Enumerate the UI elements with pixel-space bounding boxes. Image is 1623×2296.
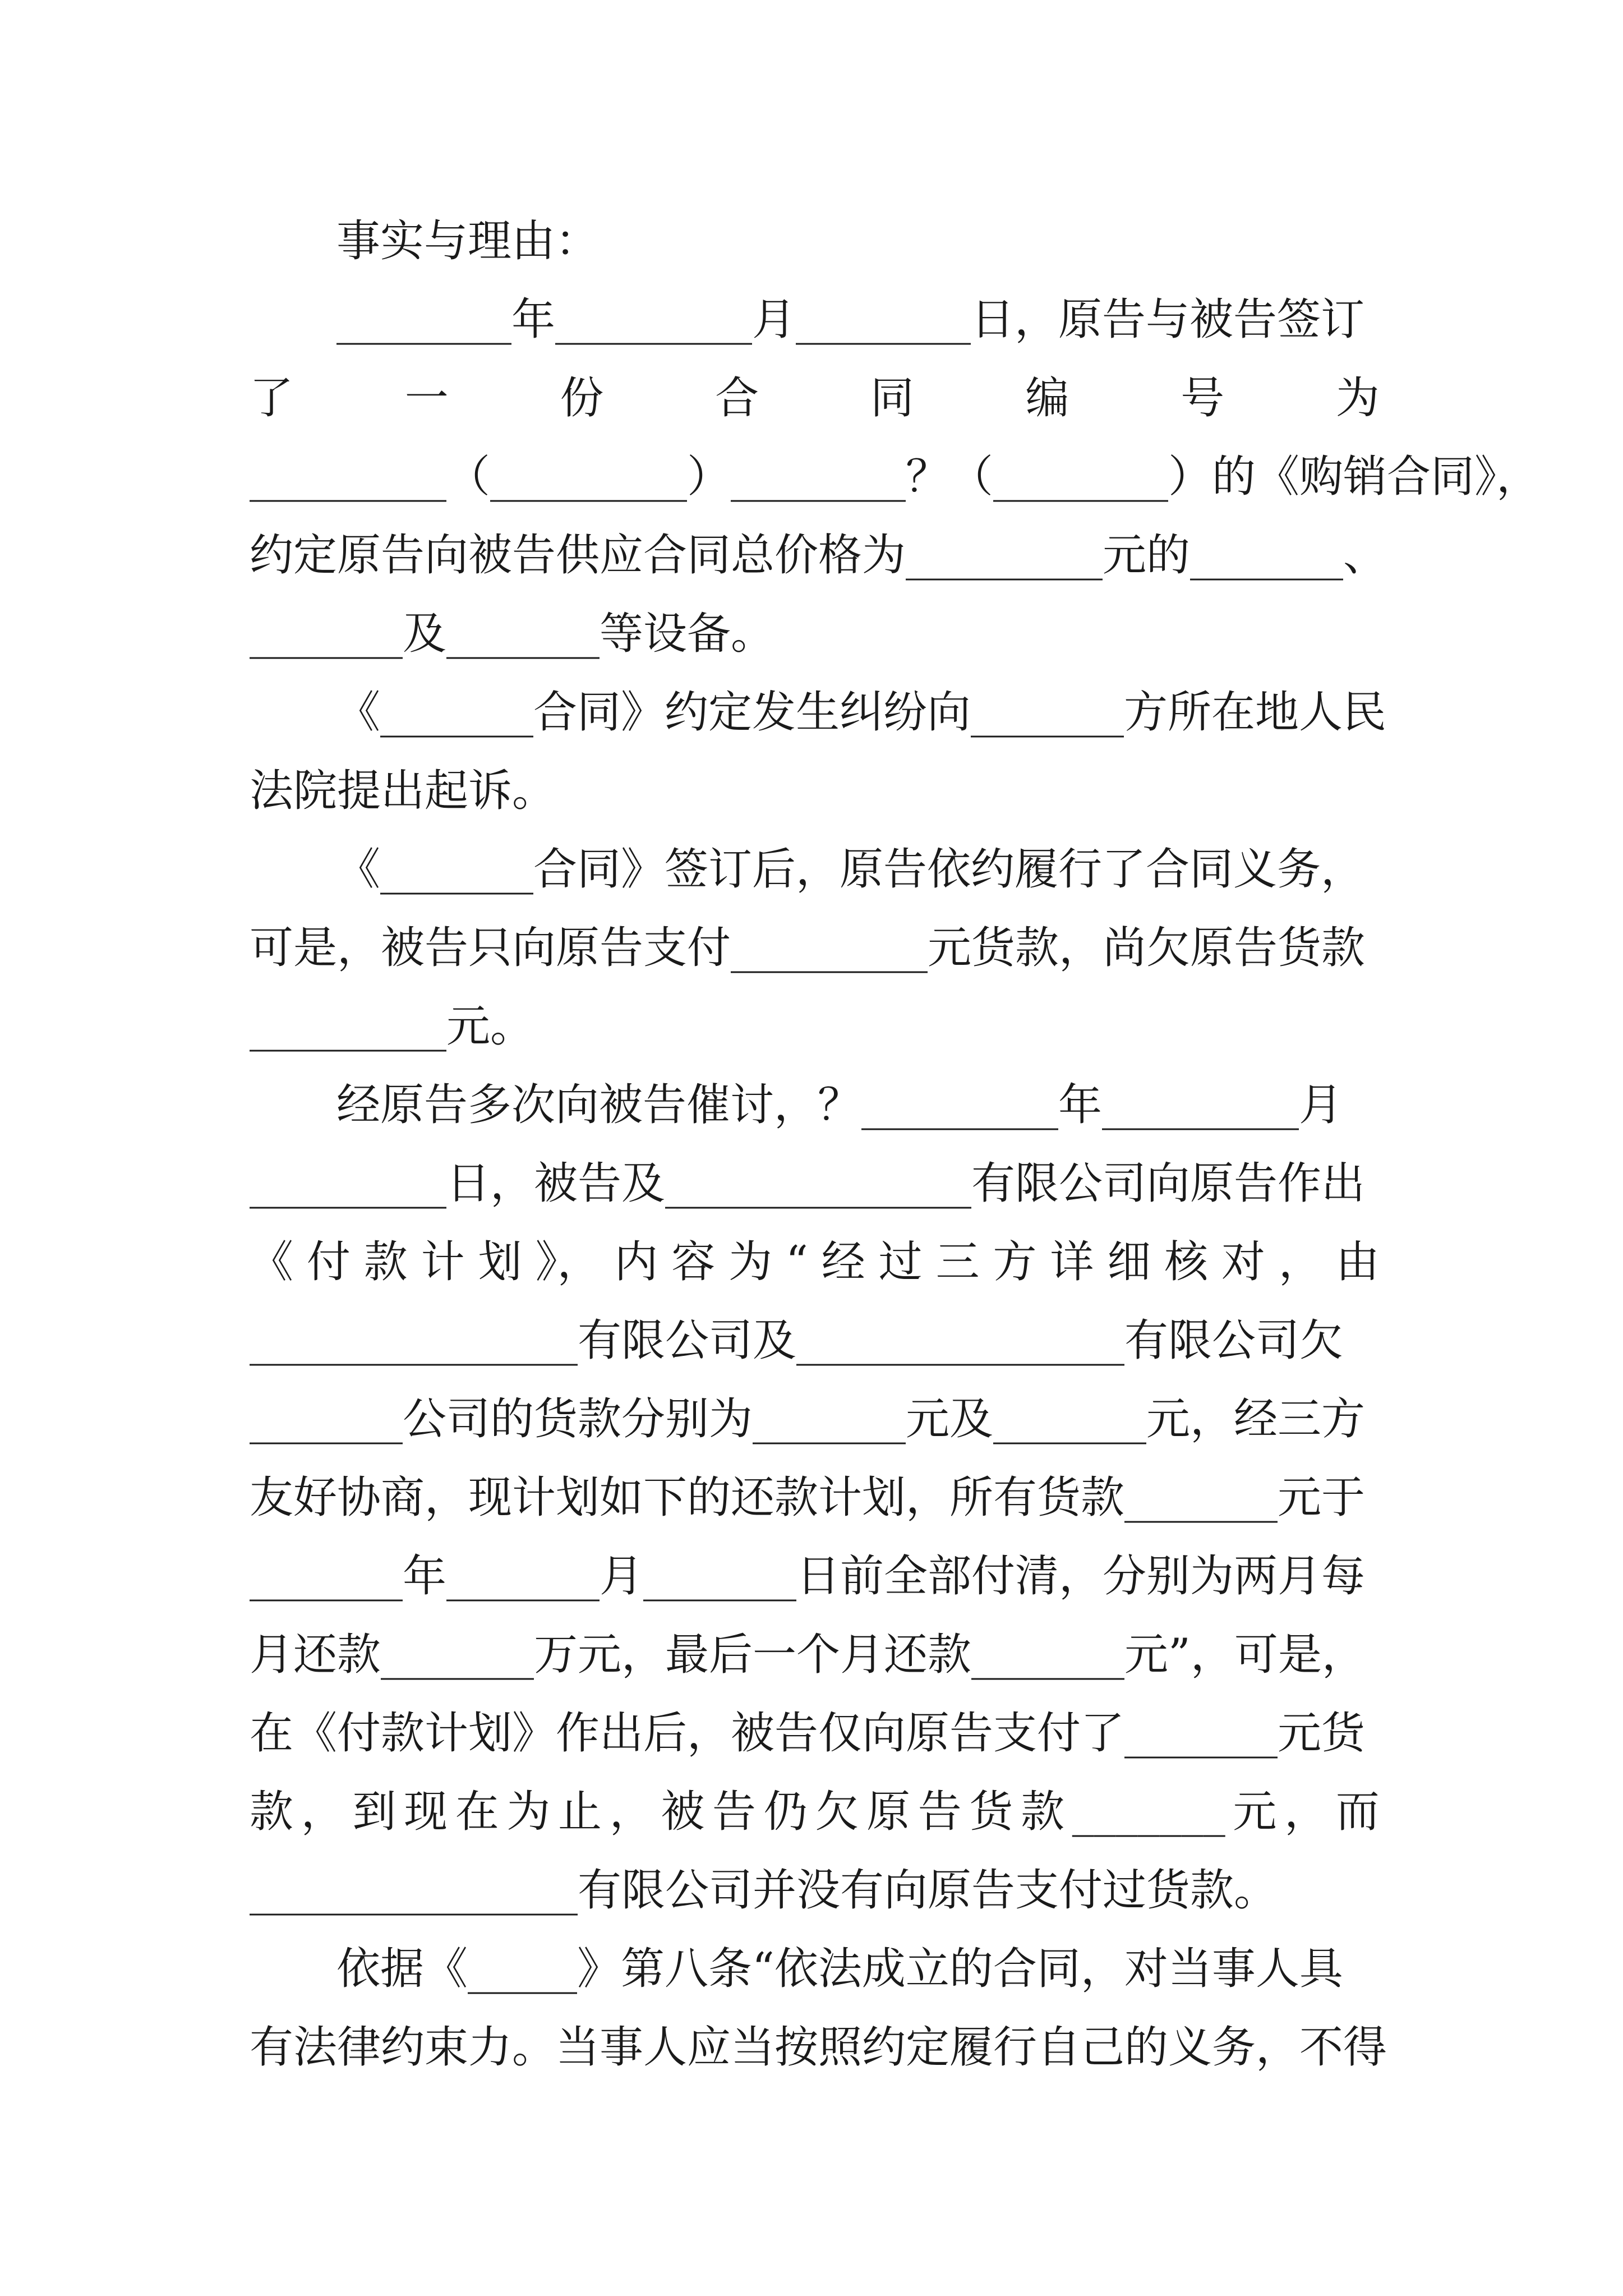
char: 内 [614, 1237, 658, 1287]
char: 款 [363, 1237, 408, 1287]
paragraph-line: 可是，被告只向原告支付_________元货款，尚欠原告货款 [250, 923, 1366, 973]
paragraph-line-justified [250, 359, 1380, 438]
char: 现 [404, 1787, 448, 1837]
char: 》， [535, 1237, 601, 1287]
char: 由 [1335, 1237, 1380, 1287]
paragraph-line-justified [250, 1773, 1380, 1851]
char: 告 [712, 1787, 757, 1837]
char: ， [1278, 1237, 1322, 1287]
paragraph-line: 《_______合同》签订后，原告依约履行了合同义务， [336, 844, 1365, 895]
paragraph-line: _________元。 [250, 1001, 534, 1052]
paragraph-line-justified [250, 1223, 1380, 1301]
char: 编 [1025, 373, 1069, 424]
char: 货 [969, 1787, 1013, 1837]
char: 份 [560, 373, 604, 424]
paragraph-line: _______________有限公司及_______________有限公司欠 [250, 1315, 1344, 1366]
char: 容 [671, 1237, 716, 1287]
char: ， [1284, 1787, 1329, 1837]
char: 为 [1335, 373, 1380, 424]
char: 详 [1050, 1237, 1094, 1287]
paragraph-line: 约定原告向被告供应合同总价格为_________元的_______、 [250, 530, 1387, 581]
char: 方 [993, 1237, 1037, 1287]
paragraph-line: 友好协商，现计划如下的还款计划，所有货款_______元于 [250, 1473, 1366, 1523]
char: 为 [728, 1237, 773, 1287]
char: 仍 [763, 1787, 808, 1837]
paragraph-line: 月还款_______万元，最后一个月还款_______元”，可是， [250, 1630, 1366, 1680]
char: 细 [1107, 1237, 1151, 1287]
char: 付 [306, 1237, 351, 1287]
char: 了 [250, 373, 294, 424]
paragraph-line: 在《付款计划》作出后，被告仅向原告支付了_______元货 [250, 1708, 1366, 1759]
char: 而 [1335, 1787, 1380, 1837]
char: 在 [455, 1787, 499, 1837]
char: “ [786, 1237, 808, 1287]
char: ， [301, 1787, 345, 1837]
char: 款 [1021, 1787, 1065, 1837]
char: 号 [1181, 373, 1225, 424]
char: 三 [935, 1237, 980, 1287]
section-heading-facts-and-reasons: 事实与理由： [336, 216, 600, 266]
char: 止 [558, 1787, 602, 1837]
char: 元 [1233, 1787, 1277, 1837]
char: 一 [404, 373, 449, 424]
char: ， [609, 1787, 653, 1837]
paragraph-line: _______及_______等设备。 [250, 609, 775, 659]
char: 到 [352, 1787, 396, 1837]
char: 对 [1221, 1237, 1266, 1287]
blank: _______ [1072, 1787, 1225, 1837]
char: 合 [715, 373, 759, 424]
paragraph-line: _______________有限公司并没有向原告支付过货款。 [250, 1865, 1278, 1916]
paragraph-line: ________年_________月________日，原告与被告签订 [336, 295, 1365, 345]
char: 计 [421, 1237, 465, 1287]
paragraph-line: 经原告多次向被告催讨，？_________年_________月 [336, 1080, 1343, 1130]
char: 同 [870, 373, 914, 424]
char: 划 [478, 1237, 522, 1287]
char: 《 [250, 1237, 294, 1287]
paragraph-line: _______公司的货款分别为_______元及_______元，经三方 [250, 1394, 1366, 1444]
paragraph-line: 依据《_____》第八条“依法成立的合同，对当事人具 [336, 1944, 1343, 1994]
char: 被 [661, 1787, 705, 1837]
paragraph-line: _________日，被告及______________有限公司向原告作出 [250, 1158, 1366, 1209]
char: 经 [821, 1237, 865, 1287]
char: 欠 [815, 1787, 859, 1837]
paragraph-line: _________（_________）________？（________）的《购销合同》， [250, 452, 1541, 502]
paragraph-line: 有法律约束力。当事人应当按照约定履行自己的义务，不得 [250, 2022, 1387, 2073]
paragraph-line: 《_______合同》约定发生纠纷向_______方所在地人民 [336, 687, 1387, 738]
char: 过 [878, 1237, 923, 1287]
char: 原 [866, 1787, 911, 1837]
paragraph-line: 法院提出起诉。 [250, 766, 556, 816]
char: 为 [506, 1787, 551, 1837]
char: 核 [1164, 1237, 1209, 1287]
char: 告 [917, 1787, 962, 1837]
paragraph-line: _______年_______月_______日前全部付清，分别为两月每 [250, 1551, 1366, 1602]
char: 款 [250, 1787, 294, 1837]
